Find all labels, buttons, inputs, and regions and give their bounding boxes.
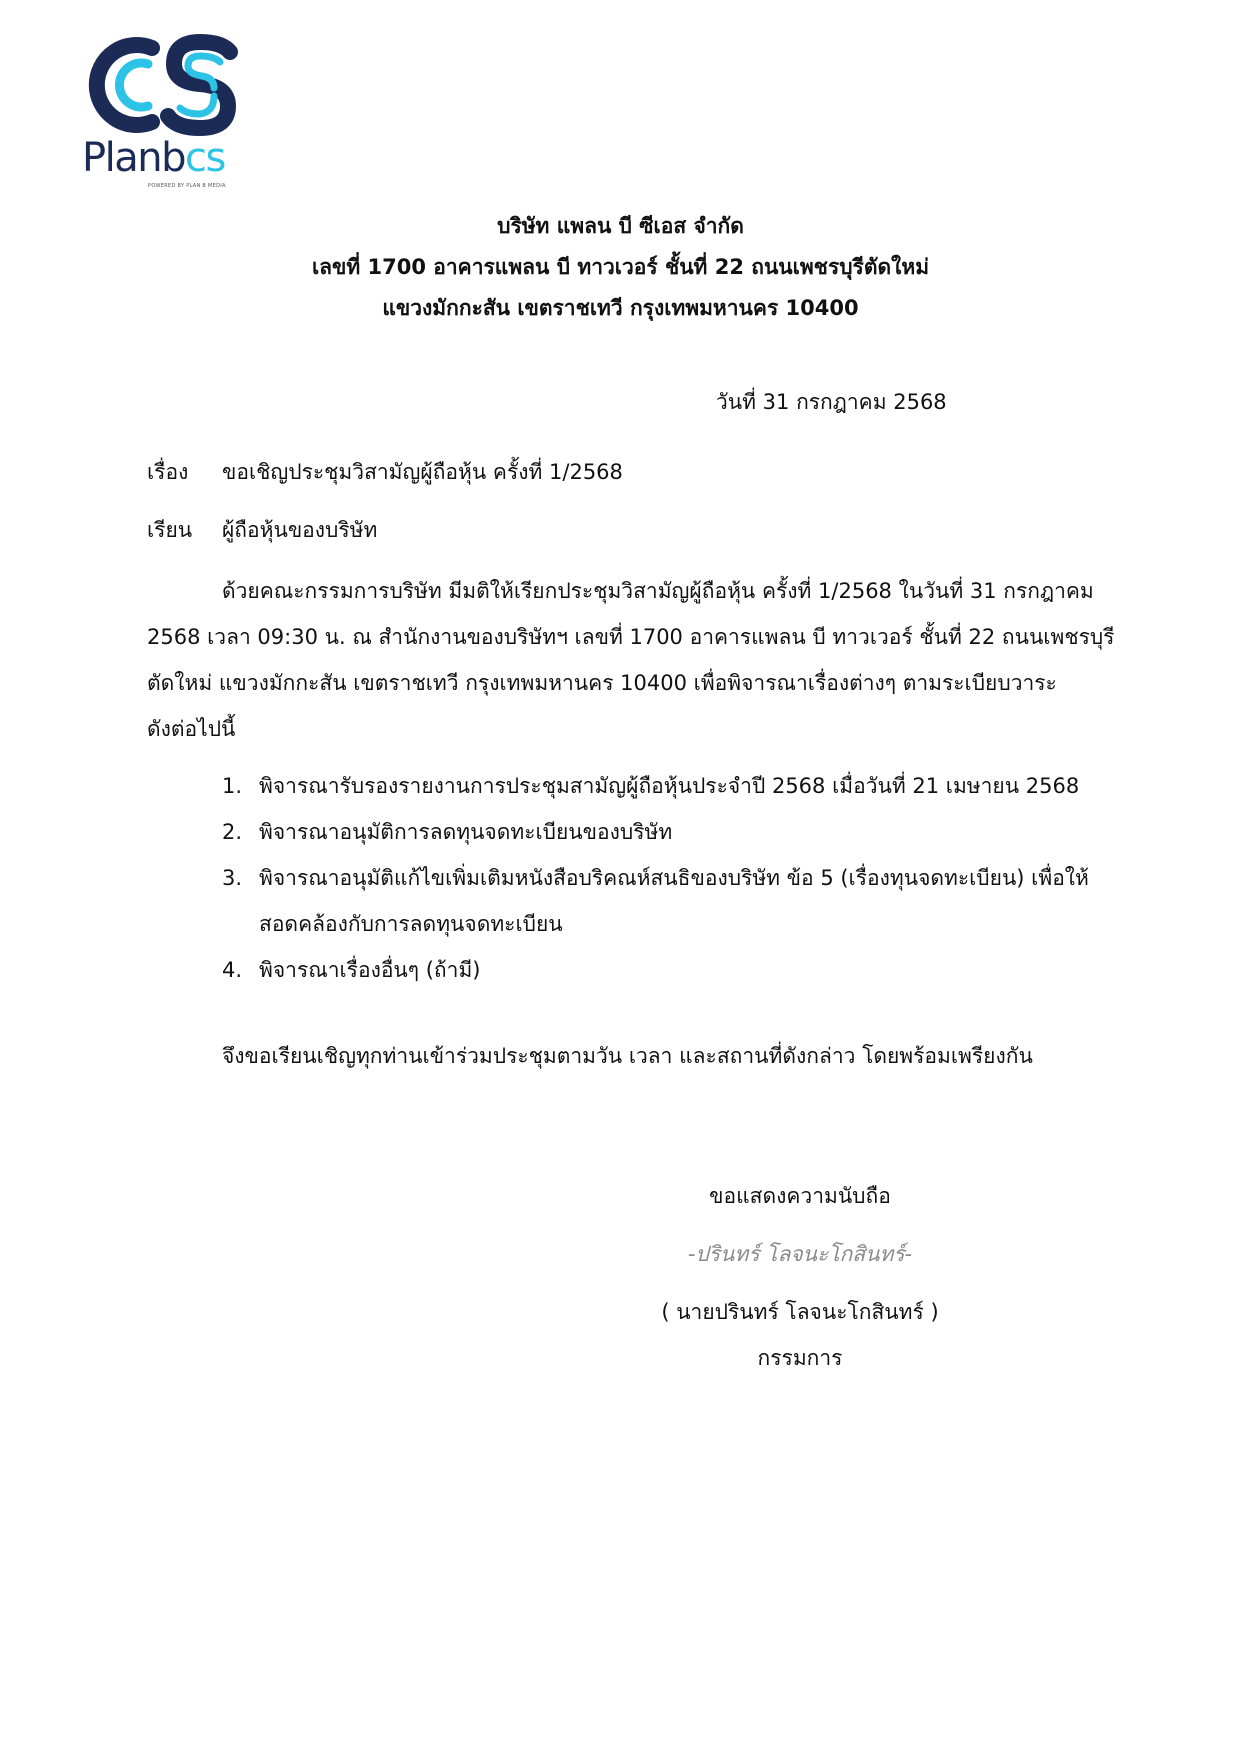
signer-position: กรรมการ (757, 1346, 843, 1370)
body-line: 2568 เวลา 09:30 น. ณ สำนักงานของบริษัทฯ เลขที่ 1700 อาคารแพลน บี ทาวเวอร์ ชั้นที่ 22 ถนนเพชรบุรี (147, 625, 1115, 649)
recipient-row (147, 514, 377, 547)
agenda-item (222, 809, 1122, 855)
agenda-text: พิจารณาเรื่องอื่นๆ (ถ้ามี) (259, 958, 481, 982)
company-logo (82, 30, 252, 190)
body-line: ตัดใหม่ แขวงมักกะสัน เขตราชเทวี กรุงเทพมหานคร 10400 เพื่อพิจารณาเรื่องต่างๆ ตามระเบียบวาระ (147, 671, 1057, 695)
company-address-line2: แขวงมักกะสัน เขตราชเทวี กรุงเทพมหานคร 10400 (382, 296, 859, 320)
agenda-text: พิจารณารับรองรายงานการประชุมสามัญผู้ถือหุ้นประจำปี 2568 เมื่อวันที่ 21 เมษายน 2568 (259, 774, 1080, 798)
cs-logo-mark (82, 30, 252, 140)
agenda-item (222, 763, 1122, 809)
agenda-number: 4. (222, 958, 243, 982)
logo-tagline: POWERED BY PLAN B MEDIA (148, 183, 226, 189)
subject-label: เรื่อง (147, 460, 189, 484)
agenda-item (222, 947, 1122, 993)
company-name: บริษัท แพลน บี ซีเอส จำกัด (497, 214, 744, 238)
closing-sentence: จึงขอเรียนเชิญทุกท่านเข้าร่วมประชุมตามวัน เวลา และสถานที่ดังกล่าว โดยพร้อมเพรียงกัน (222, 1044, 1033, 1068)
recipient-value: ผู้ถือหุ้นของบริษัท (222, 518, 378, 542)
regards: ขอแสดงความนับถือ (709, 1184, 891, 1208)
letter-date: วันที่ 31 กรกฎาคม 2568 (716, 390, 947, 414)
agenda-text: สอดคล้องกับการลดทุนจดทะเบียน (259, 912, 563, 936)
company-address-line1: เลขที่ 1700 อาคารแพลน บี ทาวเวอร์ ชั้นที่ 22 ถนนเพชรบุรีตัดใหม่ (311, 255, 930, 279)
body-line: ดังต่อไปนี้ (147, 717, 236, 741)
recipient-label: เรียน (147, 518, 193, 542)
signature: -ปรินทร์ โลจนะโกสินทร์- (687, 1242, 913, 1266)
agenda-number: 2. (222, 820, 243, 844)
agenda-number: 1. (222, 774, 243, 798)
body-paragraph (147, 568, 1122, 752)
agenda-item (222, 855, 1122, 947)
body-line: ด้วยคณะกรรมการบริษัท มีมติให้เรียกประชุมวิสามัญผู้ถือหุ้น ครั้งที่ 1/2568 ในวันที่ 31 กรกฎาคม (222, 579, 1094, 603)
letterhead (0, 206, 1241, 329)
subject-value: ขอเชิญประชุมวิสามัญผู้ถือหุ้น ครั้งที่ 1/2568 (222, 460, 623, 484)
agenda-text: พิจารณาอนุมัติแก้ไขเพิ่มเติมหนังสือบริคณห์สนธิของบริษัท ข้อ 5 (เรื่องทุนจดทะเบียน) เพื่อให้ (259, 866, 1089, 890)
agenda-text: พิจารณาอนุมัติการลดทุนจดทะเบียนของบริษัท (259, 820, 673, 844)
agenda-list (222, 763, 1122, 993)
signer-name: ( นายปรินทร์ โลจนะโกสินทร์ ) (661, 1300, 939, 1324)
subject-row (147, 456, 623, 489)
logo-wordmark: Planbcs (82, 135, 225, 181)
agenda-number: 3. (222, 866, 243, 890)
